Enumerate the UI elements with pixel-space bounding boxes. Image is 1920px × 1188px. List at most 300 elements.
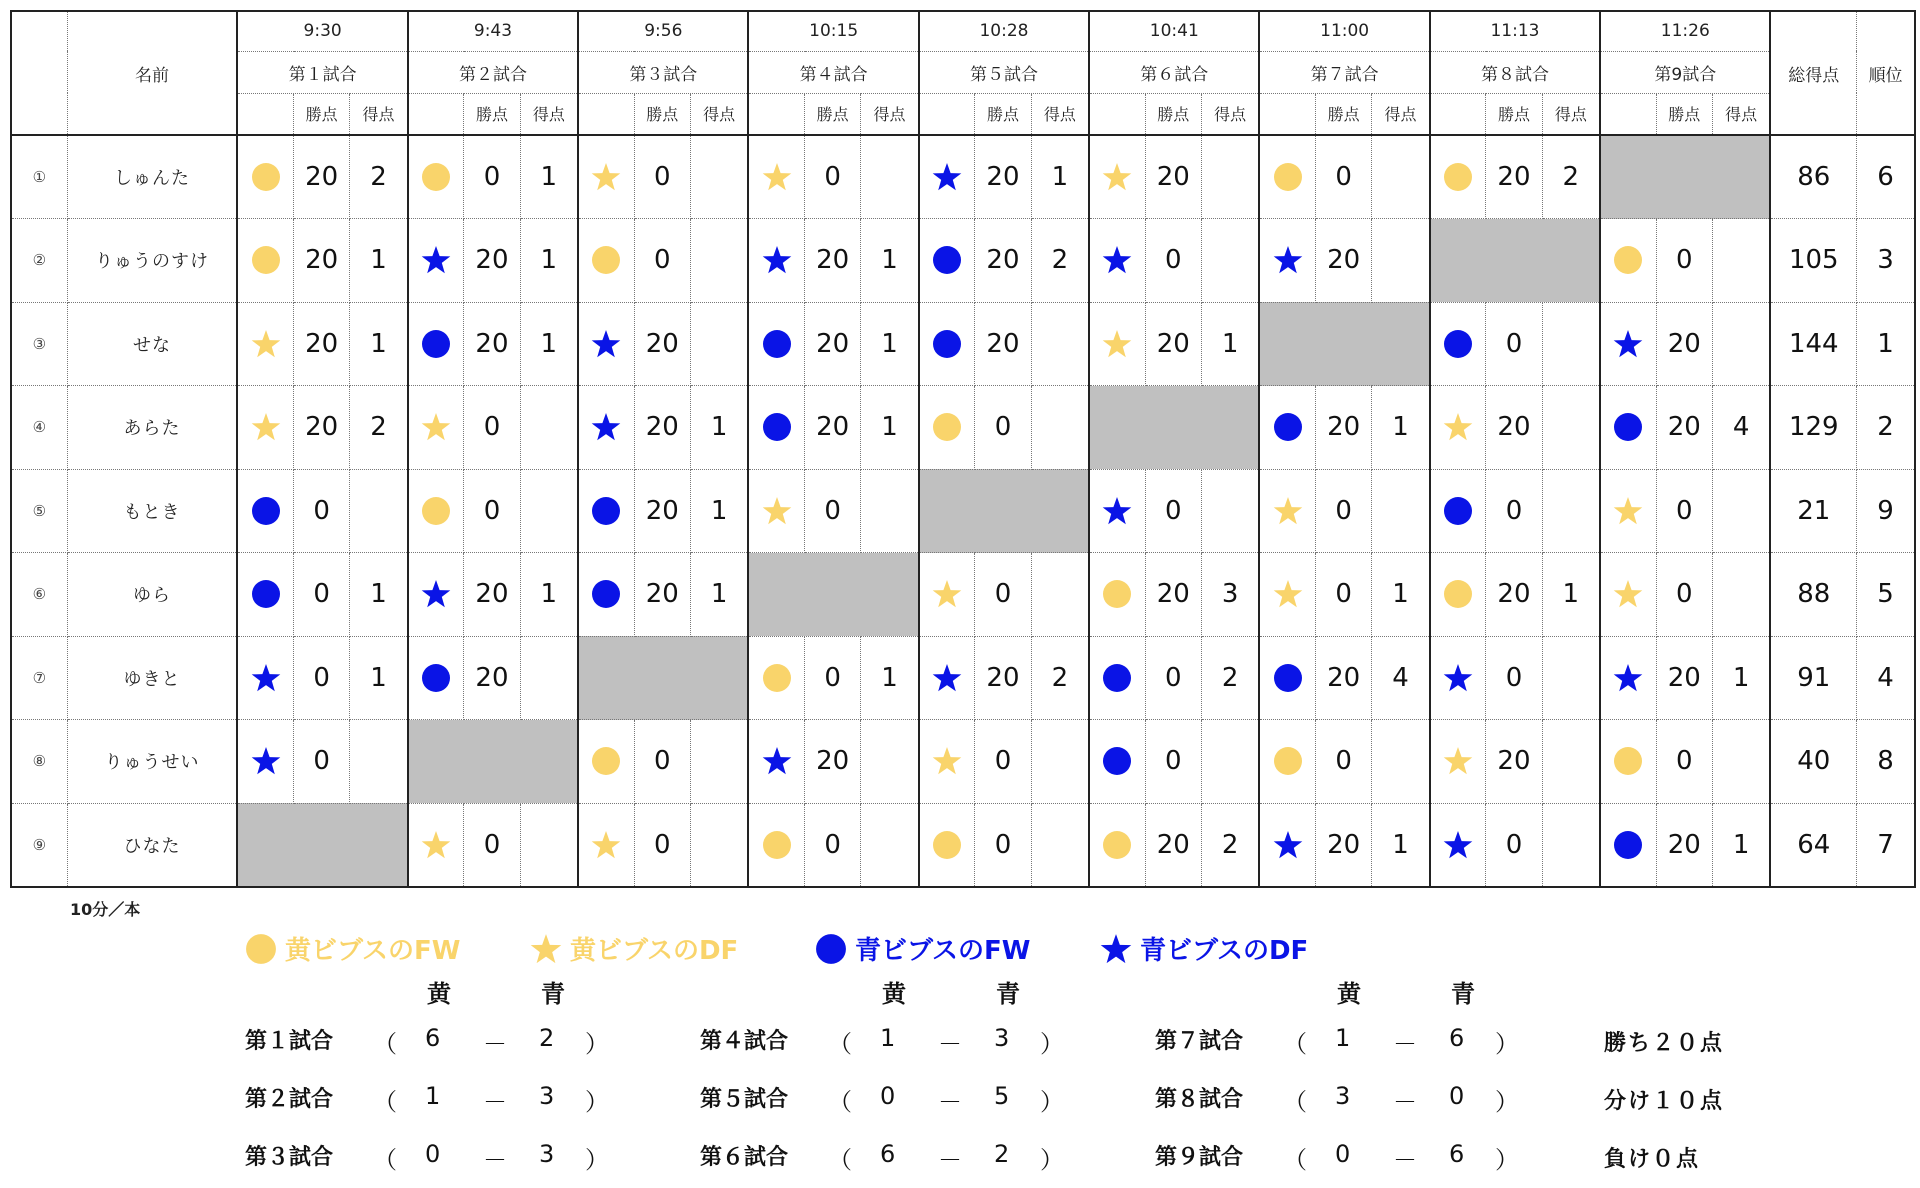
role-cell [748, 302, 804, 386]
role-subheader [237, 93, 293, 135]
role-cell [1430, 469, 1486, 553]
result-match-label: 第９試合 [1155, 1145, 1244, 1170]
goals-cell: 1 [520, 135, 578, 219]
yellow-star-icon [421, 830, 451, 860]
goals-cell: 1 [520, 219, 578, 303]
role-cell [748, 135, 804, 219]
goals-cell [690, 135, 748, 219]
score-table [10, 10, 1916, 888]
close-paren: ） [1495, 1146, 1519, 1174]
yellow-circle-icon [421, 496, 451, 526]
blue-star-icon [762, 746, 792, 776]
goals-cell: 1 [861, 386, 919, 470]
match-label: 第３試合 [578, 51, 748, 93]
result-match-label: 第５試合 [700, 1087, 789, 1112]
blue-circle-icon [1273, 412, 1303, 442]
points-rule: 分け１０点 [1604, 1089, 1725, 1114]
role-cell [748, 636, 804, 720]
role-subheader [1089, 93, 1145, 135]
match-time: 9:43 [408, 11, 578, 51]
match-time: 9:56 [578, 11, 748, 51]
rank-cell: 8 [1857, 720, 1915, 804]
win-points-cell: 0 [1656, 553, 1712, 637]
win-points-cell: 20 [1486, 720, 1542, 804]
yellow-circle-icon [251, 162, 281, 192]
win-points-cell: 20 [1316, 219, 1372, 303]
role-cell [1259, 803, 1315, 887]
legend-label: 青ビブスのDF [1140, 936, 1309, 966]
win-points-cell: 20 [1656, 302, 1712, 386]
goals-cell [1201, 469, 1259, 553]
role-cell [919, 135, 975, 219]
match-time: 11:13 [1430, 11, 1600, 51]
win-points-cell: 0 [634, 219, 690, 303]
win-points-cell: 0 [1656, 469, 1712, 553]
player-row [11, 720, 1915, 804]
win-points-subheader: 勝点 [975, 93, 1031, 135]
win-points-cell: 0 [805, 469, 861, 553]
role-cell [408, 469, 464, 553]
goals-cell [1201, 720, 1259, 804]
win-points-cell: 0 [634, 803, 690, 887]
goals-cell: 2 [350, 135, 408, 219]
open-paren: （ [373, 1030, 397, 1058]
player-row [11, 219, 1915, 303]
role-cell [237, 302, 293, 386]
role-cell [578, 803, 634, 887]
goals-cell: 2 [1201, 636, 1259, 720]
role-cell [919, 636, 975, 720]
role-cell [1600, 720, 1656, 804]
blue-score: 2 [539, 1024, 555, 1052]
win-points-cell: 20 [1145, 803, 1201, 887]
open-paren: （ [373, 1088, 397, 1116]
role-cell [408, 803, 464, 887]
role-cell [919, 386, 975, 470]
total-cell: 91 [1770, 636, 1856, 720]
yellow-circle-icon [245, 933, 277, 965]
rank-cell: 3 [1857, 219, 1915, 303]
total-cell: 86 [1770, 135, 1856, 219]
role-subheader [919, 93, 975, 135]
goals-cell: 1 [520, 302, 578, 386]
player-number: ⑧ [11, 720, 67, 804]
score-dash: － [1393, 1146, 1417, 1174]
goals-cell [520, 803, 578, 887]
yellow-star-icon [762, 496, 792, 526]
win-points-cell: 20 [975, 219, 1031, 303]
player-number: ⑤ [11, 469, 67, 553]
goals-cell: 1 [1712, 636, 1770, 720]
goals-cell: 2 [1031, 636, 1089, 720]
goals-cell [520, 469, 578, 553]
role-cell [1259, 636, 1315, 720]
total-header: 総得点 [1770, 11, 1856, 135]
goals-cell: 4 [1372, 636, 1430, 720]
yellow-score: 0 [1335, 1140, 1351, 1168]
close-paren: ） [1495, 1030, 1519, 1058]
yellow-circle-icon [1613, 746, 1643, 776]
yellow-star-icon [1613, 496, 1643, 526]
blue-team-header: 青 [996, 980, 1020, 1008]
player-number: ③ [11, 302, 67, 386]
yellow-score: 1 [1335, 1024, 1351, 1052]
win-points-cell: 20 [1486, 386, 1542, 470]
player-row [11, 386, 1915, 470]
goals-cell: 1 [350, 219, 408, 303]
yellow-circle-icon [251, 245, 281, 275]
blue-star-icon [1443, 663, 1473, 693]
role-cell [1600, 803, 1656, 887]
player-name: りゅうせい [67, 720, 237, 804]
player-row [11, 803, 1915, 887]
blue-score: 5 [994, 1082, 1010, 1110]
yellow-score: 0 [425, 1140, 441, 1168]
win-points-cell: 20 [1486, 553, 1542, 637]
yellow-score: 0 [880, 1082, 896, 1110]
goals-cell: 2 [350, 386, 408, 470]
match-time: 10:15 [748, 11, 918, 51]
win-points-cell: 20 [294, 219, 350, 303]
role-cell [1430, 720, 1486, 804]
close-paren: ） [1040, 1146, 1064, 1174]
blue-team-header: 青 [1451, 980, 1475, 1008]
yellow-circle-icon [932, 830, 962, 860]
goals-cell [520, 386, 578, 470]
win-points-cell: 0 [1316, 469, 1372, 553]
goals-cell [350, 720, 408, 804]
win-points-cell: 0 [1145, 469, 1201, 553]
role-cell [1430, 302, 1486, 386]
goals-cell: 1 [861, 636, 919, 720]
goals-cell [690, 803, 748, 887]
win-points-cell: 20 [975, 135, 1031, 219]
win-points-cell: 20 [464, 219, 520, 303]
blue-circle-icon [815, 933, 847, 965]
blue-circle-icon [932, 245, 962, 275]
yellow-circle-icon [762, 830, 792, 860]
blue-star-icon [591, 329, 621, 359]
role-subheader [1600, 93, 1656, 135]
score-dash: － [483, 1146, 507, 1174]
win-points-cell: 20 [464, 302, 520, 386]
goals-cell [1031, 720, 1089, 804]
role-cell [1600, 553, 1656, 637]
win-points-cell: 0 [294, 636, 350, 720]
blue-star-icon [1443, 830, 1473, 860]
win-points-cell: 0 [1145, 219, 1201, 303]
yellow-star-icon [1273, 579, 1303, 609]
role-cell [1089, 553, 1145, 637]
goals-cell: 3 [1201, 553, 1259, 637]
goals-subheader: 得点 [350, 93, 408, 135]
score-dash: － [938, 1088, 962, 1116]
blue-circle-icon [1443, 329, 1473, 359]
win-points-cell: 20 [634, 553, 690, 637]
match-label: 第７試合 [1259, 51, 1429, 93]
player-name: せな [67, 302, 237, 386]
role-cell [1430, 553, 1486, 637]
yellow-team-header: 黄 [882, 980, 906, 1008]
player-row [11, 302, 1915, 386]
blue-circle-icon [251, 579, 281, 609]
win-points-cell: 0 [464, 135, 520, 219]
match-label: 第５試合 [919, 51, 1089, 93]
rank-cell: 6 [1857, 135, 1915, 219]
rank-cell: 1 [1857, 302, 1915, 386]
win-points-cell: 0 [294, 720, 350, 804]
blue-star-icon [1102, 245, 1132, 275]
blue-circle-icon [1613, 830, 1643, 860]
goals-cell [861, 720, 919, 804]
win-points-cell: 0 [1145, 720, 1201, 804]
role-cell [578, 386, 634, 470]
open-paren: （ [1283, 1088, 1307, 1116]
blue-star-icon [421, 245, 451, 275]
role-subheader [578, 93, 634, 135]
win-points-cell: 20 [1145, 135, 1201, 219]
blue-star-icon [1273, 245, 1303, 275]
goals-cell [1031, 553, 1089, 637]
role-cell [1259, 553, 1315, 637]
win-points-cell: 0 [1145, 636, 1201, 720]
score-dash: － [938, 1146, 962, 1174]
win-points-cell: 20 [294, 302, 350, 386]
yellow-team-header: 黄 [1337, 980, 1361, 1008]
goals-cell: 4 [1712, 386, 1770, 470]
win-points-cell: 0 [634, 135, 690, 219]
match-label: 第9試合 [1600, 51, 1770, 93]
match-duration-note: 10分／本 [70, 900, 141, 919]
result-match-label: 第２試合 [245, 1087, 334, 1112]
yellow-star-icon [591, 162, 621, 192]
role-cell [408, 636, 464, 720]
score-dash: － [938, 1030, 962, 1058]
match-label: 第４試合 [748, 51, 918, 93]
win-points-cell: 20 [1316, 803, 1372, 887]
goals-cell: 1 [350, 553, 408, 637]
goals-cell [1542, 720, 1600, 804]
legend-item [1100, 930, 1308, 967]
win-points-cell: 20 [634, 469, 690, 553]
blue-score: 3 [539, 1140, 555, 1168]
win-points-cell: 20 [1316, 636, 1372, 720]
goals-subheader: 得点 [690, 93, 748, 135]
goals-subheader: 得点 [1031, 93, 1089, 135]
role-cell [237, 636, 293, 720]
goals-cell [350, 469, 408, 553]
open-paren: （ [1283, 1030, 1307, 1058]
open-paren: （ [828, 1146, 852, 1174]
role-cell [237, 553, 293, 637]
legend [0, 930, 1920, 970]
role-cell [1600, 636, 1656, 720]
blue-star-icon [251, 663, 281, 693]
role-cell [1089, 135, 1145, 219]
role-cell [1600, 219, 1656, 303]
goals-cell: 1 [1542, 553, 1600, 637]
total-cell: 105 [1770, 219, 1856, 303]
blue-star-icon [1613, 329, 1643, 359]
goals-cell: 1 [1201, 302, 1259, 386]
goals-cell [1031, 803, 1089, 887]
blue-circle-icon [421, 663, 451, 693]
goals-cell [1372, 219, 1430, 303]
bye-cell [1259, 302, 1429, 386]
role-cell [237, 469, 293, 553]
blue-score: 3 [994, 1024, 1010, 1052]
win-points-cell: 0 [805, 636, 861, 720]
goals-cell: 2 [1542, 135, 1600, 219]
player-row [11, 135, 1915, 219]
yellow-circle-icon [1273, 162, 1303, 192]
goals-subheader: 得点 [520, 93, 578, 135]
yellow-circle-icon [591, 746, 621, 776]
role-cell [1430, 636, 1486, 720]
role-cell [578, 135, 634, 219]
win-points-cell: 0 [1316, 720, 1372, 804]
goals-cell [1201, 135, 1259, 219]
blue-score: 6 [1449, 1140, 1465, 1168]
goals-cell [1712, 720, 1770, 804]
win-points-cell: 20 [294, 386, 350, 470]
close-paren: ） [585, 1088, 609, 1116]
blue-star-icon [932, 663, 962, 693]
role-cell [1089, 469, 1145, 553]
yellow-star-icon [932, 746, 962, 776]
win-points-cell: 20 [1656, 386, 1712, 470]
blue-star-icon [762, 245, 792, 275]
role-cell [1259, 386, 1315, 470]
total-cell: 64 [1770, 803, 1856, 887]
role-cell [1600, 469, 1656, 553]
bye-cell [748, 553, 918, 637]
goals-cell: 1 [861, 219, 919, 303]
role-subheader [408, 93, 464, 135]
bye-cell [578, 636, 748, 720]
player-name: あらた [67, 386, 237, 470]
result-match-label: 第４試合 [700, 1029, 789, 1054]
blue-star-icon [1102, 496, 1132, 526]
score-dash: － [1393, 1030, 1417, 1058]
match-label: 第２試合 [408, 51, 578, 93]
win-points-cell: 20 [1486, 135, 1542, 219]
yellow-circle-icon [591, 245, 621, 275]
yellow-star-icon [591, 830, 621, 860]
yellow-star-icon [1443, 746, 1473, 776]
role-cell [1089, 636, 1145, 720]
yellow-score: 6 [425, 1024, 441, 1052]
yellow-score: 1 [880, 1024, 896, 1052]
role-cell [1089, 219, 1145, 303]
role-cell [237, 720, 293, 804]
blue-score: 2 [994, 1140, 1010, 1168]
blue-circle-icon [1613, 412, 1643, 442]
match-time: 9:30 [237, 11, 407, 51]
role-cell [1259, 720, 1315, 804]
player-name: もとき [67, 469, 237, 553]
role-subheader [1430, 93, 1486, 135]
blue-star-icon [1100, 933, 1132, 965]
bye-cell [1430, 219, 1600, 303]
yellow-circle-icon [1102, 830, 1132, 860]
rank-cell: 4 [1857, 636, 1915, 720]
goals-cell: 1 [1372, 803, 1430, 887]
yellow-circle-icon [1273, 746, 1303, 776]
result-match-label: 第６試合 [700, 1145, 789, 1170]
goals-cell [1712, 219, 1770, 303]
yellow-score: 6 [880, 1140, 896, 1168]
blue-circle-icon [421, 329, 451, 359]
yellow-circle-icon [932, 412, 962, 442]
role-cell [1259, 135, 1315, 219]
win-points-cell: 0 [464, 803, 520, 887]
goals-cell: 1 [1372, 386, 1430, 470]
score-dash: － [483, 1088, 507, 1116]
win-points-cell: 20 [1145, 553, 1201, 637]
role-cell [748, 803, 804, 887]
blue-score: 6 [1449, 1024, 1465, 1052]
win-points-cell: 20 [1656, 636, 1712, 720]
blue-star-icon [591, 412, 621, 442]
legend-item [815, 930, 1030, 967]
win-points-subheader: 勝点 [1486, 93, 1542, 135]
yellow-star-icon [421, 412, 451, 442]
win-points-cell: 0 [464, 469, 520, 553]
blue-circle-icon [1443, 496, 1473, 526]
win-points-cell: 0 [805, 803, 861, 887]
role-cell [919, 553, 975, 637]
win-points-cell: 0 [294, 553, 350, 637]
win-points-cell: 20 [805, 720, 861, 804]
blue-circle-icon [591, 496, 621, 526]
bye-cell [1600, 135, 1770, 219]
win-points-cell: 20 [805, 302, 861, 386]
goals-cell [1031, 302, 1089, 386]
match-results [0, 970, 1920, 1180]
total-cell: 21 [1770, 469, 1856, 553]
match-label: 第１試合 [237, 51, 407, 93]
name-header: 名前 [67, 11, 237, 135]
win-points-subheader: 勝点 [294, 93, 350, 135]
match-time: 10:41 [1089, 11, 1259, 51]
goals-cell [1542, 469, 1600, 553]
role-cell [408, 302, 464, 386]
win-points-cell: 20 [1656, 803, 1712, 887]
yellow-star-icon [1102, 162, 1132, 192]
goals-cell: 1 [690, 553, 748, 637]
goals-cell [1031, 386, 1089, 470]
role-cell [1600, 386, 1656, 470]
role-cell [1089, 302, 1145, 386]
win-points-cell: 0 [1316, 553, 1372, 637]
yellow-star-icon [932, 579, 962, 609]
yellow-circle-icon [1102, 579, 1132, 609]
goals-cell [1542, 302, 1600, 386]
role-cell [1259, 469, 1315, 553]
role-cell [919, 720, 975, 804]
match-time: 10:28 [919, 11, 1089, 51]
rank-cell: 5 [1857, 553, 1915, 637]
player-row [11, 469, 1915, 553]
goals-cell [1712, 302, 1770, 386]
role-cell [578, 720, 634, 804]
player-row [11, 636, 1915, 720]
yellow-star-icon [1102, 329, 1132, 359]
goals-cell: 1 [690, 469, 748, 553]
close-paren: ） [585, 1030, 609, 1058]
role-cell [1089, 720, 1145, 804]
